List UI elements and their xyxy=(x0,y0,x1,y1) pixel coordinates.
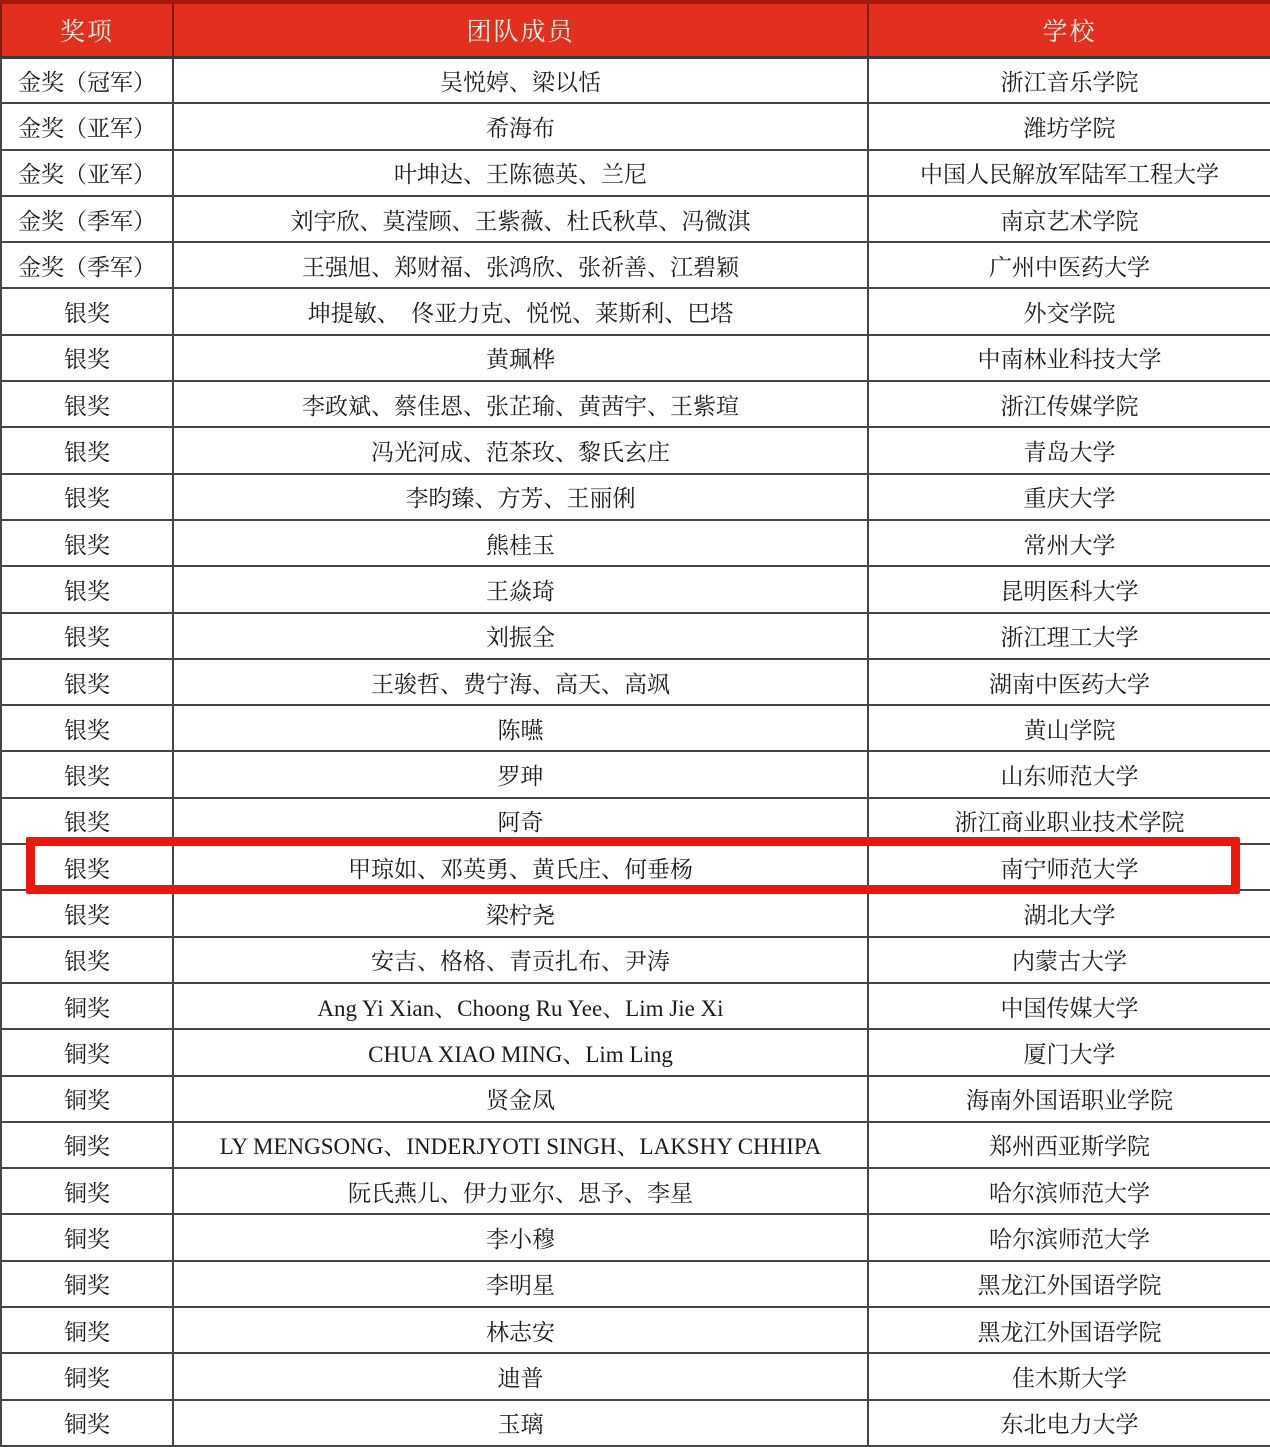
award-cell: 银奖 xyxy=(1,566,173,612)
members-cell: 甲琼如、邓英勇、黄氏庄、何垂杨 xyxy=(173,844,868,890)
table-row xyxy=(1,983,1270,1029)
school-cell: 中国人民解放军陆军工程大学 xyxy=(868,150,1270,196)
members-cell: 陈曣 xyxy=(173,705,868,751)
school-cell: 湖北大学 xyxy=(868,890,1270,936)
award-cell: 铜奖 xyxy=(1,1029,173,1075)
members-cell: 叶坤达、王陈德英、兰尼 xyxy=(173,150,868,196)
table-row xyxy=(1,427,1270,473)
award-cell: 银奖 xyxy=(1,520,173,566)
award-cell: 铜奖 xyxy=(1,1214,173,1260)
award-cell: 金奖（冠军） xyxy=(1,57,173,103)
members-cell: LY MENGSONG、INDERJYOTI SINGH、LAKSHY CHHIPA xyxy=(173,1122,868,1168)
award-cell: 铜奖 xyxy=(1,1168,173,1214)
school-cell: 广州中医药大学 xyxy=(868,242,1270,288)
school-cell: 佳木斯大学 xyxy=(868,1353,1270,1399)
table-row xyxy=(1,1029,1270,1075)
members-cell: 吴悦婷、梁以恬 xyxy=(173,57,868,103)
members-cell: 李政斌、蔡佳恩、张芷瑜、黄茜宇、王紫瑄 xyxy=(173,381,868,427)
table-row xyxy=(1,381,1270,427)
col-header-school: 学校 xyxy=(868,2,1270,57)
members-cell: CHUA XIAO MING、Lim Ling xyxy=(173,1029,868,1075)
school-cell: 浙江传媒学院 xyxy=(868,381,1270,427)
members-cell: 贤金凤 xyxy=(173,1076,868,1122)
award-cell: 银奖 xyxy=(1,705,173,751)
members-cell: 迪普 xyxy=(173,1353,868,1399)
award-cell: 银奖 xyxy=(1,288,173,334)
award-cell: 银奖 xyxy=(1,613,173,659)
award-cell: 银奖 xyxy=(1,381,173,427)
award-cell: 银奖 xyxy=(1,335,173,381)
table-row xyxy=(1,1076,1270,1122)
school-cell: 黄山学院 xyxy=(868,705,1270,751)
members-cell: 李小穆 xyxy=(173,1214,868,1260)
table-row xyxy=(1,1353,1270,1399)
award-cell: 铜奖 xyxy=(1,1122,173,1168)
school-cell: 常州大学 xyxy=(868,520,1270,566)
table-row xyxy=(1,613,1270,659)
table-row xyxy=(1,659,1270,705)
school-cell: 外交学院 xyxy=(868,288,1270,334)
school-cell: 厦门大学 xyxy=(868,1029,1270,1075)
members-cell: 坤提敏、 佟亚力克、悦悦、莱斯利、巴塔 xyxy=(173,288,868,334)
school-cell: 哈尔滨师范大学 xyxy=(868,1168,1270,1214)
table-row xyxy=(1,1214,1270,1260)
school-cell: 山东师范大学 xyxy=(868,751,1270,797)
school-cell: 浙江商业职业技术学院 xyxy=(868,798,1270,844)
award-cell: 银奖 xyxy=(1,427,173,473)
table-row xyxy=(1,57,1270,103)
table-row xyxy=(1,520,1270,566)
members-cell: 梁柠尧 xyxy=(173,890,868,936)
school-cell: 昆明医科大学 xyxy=(868,566,1270,612)
col-header-members: 团队成员 xyxy=(173,2,868,57)
members-cell: 阮氏燕儿、伊力亚尔、思予、李星 xyxy=(173,1168,868,1214)
award-cell: 金奖（季军） xyxy=(1,196,173,242)
school-cell: 黑龙江外国语学院 xyxy=(868,1261,1270,1307)
table-row xyxy=(1,937,1270,983)
award-cell: 铜奖 xyxy=(1,1076,173,1122)
school-cell: 南宁师范大学 xyxy=(868,844,1270,890)
school-cell: 哈尔滨师范大学 xyxy=(868,1214,1270,1260)
members-cell: 刘宇欣、莫滢顾、王紫薇、杜氏秋草、冯微淇 xyxy=(173,196,868,242)
award-cell: 银奖 xyxy=(1,890,173,936)
table-row xyxy=(1,566,1270,612)
table-row xyxy=(1,242,1270,288)
table-row xyxy=(1,335,1270,381)
school-cell: 青岛大学 xyxy=(868,427,1270,473)
award-cell: 银奖 xyxy=(1,798,173,844)
members-cell: 刘振全 xyxy=(173,613,868,659)
members-cell: 林志安 xyxy=(173,1307,868,1353)
members-cell: 罗珅 xyxy=(173,751,868,797)
award-cell: 铜奖 xyxy=(1,1353,173,1399)
members-cell: 黄珮桦 xyxy=(173,335,868,381)
table-row xyxy=(1,751,1270,797)
school-cell: 海南外国语职业学院 xyxy=(868,1076,1270,1122)
table-row xyxy=(1,1122,1270,1168)
award-cell: 金奖（季军） xyxy=(1,242,173,288)
table-row xyxy=(1,705,1270,751)
school-cell: 潍坊学院 xyxy=(868,103,1270,149)
table-row xyxy=(1,150,1270,196)
award-cell: 银奖 xyxy=(1,659,173,705)
table-row xyxy=(1,1168,1270,1214)
award-cell: 铜奖 xyxy=(1,1400,173,1446)
table-row xyxy=(1,844,1270,890)
school-cell: 中国传媒大学 xyxy=(868,983,1270,1029)
award-cell: 金奖（亚军） xyxy=(1,103,173,149)
school-cell: 黑龙江外国语学院 xyxy=(868,1307,1270,1353)
school-cell: 浙江理工大学 xyxy=(868,613,1270,659)
table-row xyxy=(1,288,1270,334)
members-cell: 希海布 xyxy=(173,103,868,149)
header-row xyxy=(1,2,1270,57)
col-header-award: 奖项 xyxy=(1,2,173,57)
award-cell: 铜奖 xyxy=(1,1261,173,1307)
school-cell: 东北电力大学 xyxy=(868,1400,1270,1446)
table-row xyxy=(1,103,1270,149)
members-cell: 阿奇 xyxy=(173,798,868,844)
award-cell: 铜奖 xyxy=(1,1307,173,1353)
award-cell: 银奖 xyxy=(1,751,173,797)
award-cell: 银奖 xyxy=(1,937,173,983)
award-cell: 金奖（亚军） xyxy=(1,150,173,196)
members-cell: 李明星 xyxy=(173,1261,868,1307)
school-cell: 湖南中医药大学 xyxy=(868,659,1270,705)
school-cell: 浙江音乐学院 xyxy=(868,57,1270,103)
award-cell: 银奖 xyxy=(1,474,173,520)
school-cell: 内蒙古大学 xyxy=(868,937,1270,983)
members-cell: 李昀臻、方芳、王丽俐 xyxy=(173,474,868,520)
members-cell: 安吉、格格、青贡扎布、尹涛 xyxy=(173,937,868,983)
members-cell: 玉璃 xyxy=(173,1400,868,1446)
table-row xyxy=(1,890,1270,936)
table-row xyxy=(1,798,1270,844)
table-row xyxy=(1,1261,1270,1307)
members-cell: 王强旭、郑财福、张鸿欣、张祈善、江碧颖 xyxy=(173,242,868,288)
table-row xyxy=(1,196,1270,242)
school-cell: 南京艺术学院 xyxy=(868,196,1270,242)
award-cell: 铜奖 xyxy=(1,983,173,1029)
school-cell: 郑州西亚斯学院 xyxy=(868,1122,1270,1168)
members-cell: 熊桂玉 xyxy=(173,520,868,566)
school-cell: 重庆大学 xyxy=(868,474,1270,520)
school-cell: 中南林业科技大学 xyxy=(868,335,1270,381)
awards-table-body xyxy=(1,57,1270,1446)
table-row xyxy=(1,474,1270,520)
members-cell: 冯光河成、范茶玫、黎氏玄庄 xyxy=(173,427,868,473)
table-row xyxy=(1,1307,1270,1353)
members-cell: Ang Yi Xian、Choong Ru Yee、Lim Jie Xi xyxy=(173,983,868,1029)
table-row xyxy=(1,1400,1270,1446)
award-cell: 银奖 xyxy=(1,844,173,890)
members-cell: 王焱琦 xyxy=(173,566,868,612)
members-cell: 王骏哲、费宁海、高天、高飒 xyxy=(173,659,868,705)
